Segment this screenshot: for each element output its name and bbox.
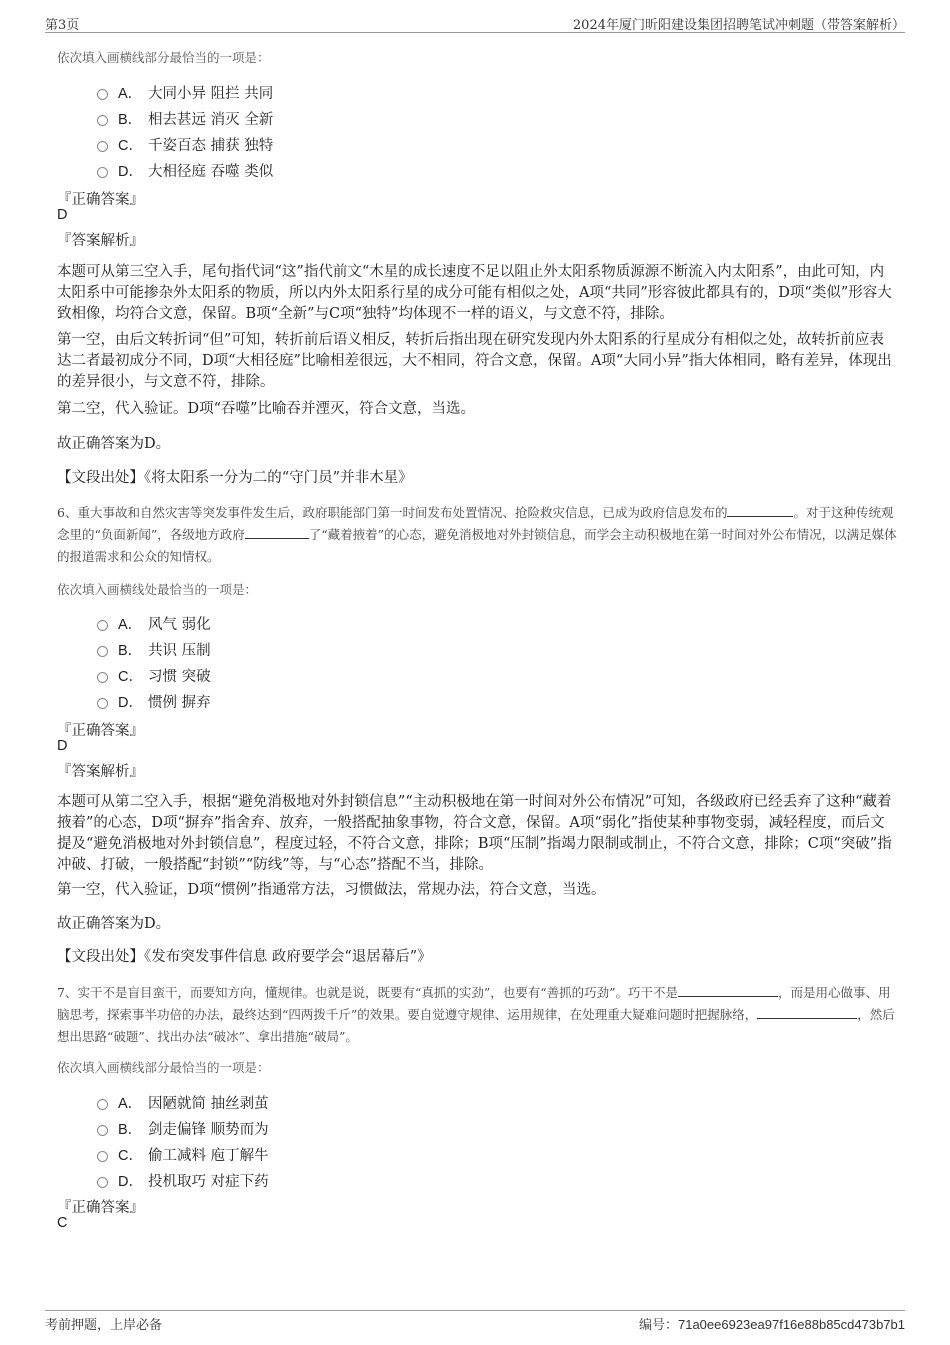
question-6-text: 6、重大事故和自然灾害等突发事件发生后，政府职能部门第一时间发布处置情况、抢险救灾信息，已成为政府信息发布的 。对于这种传统观念里的“负面新闻”，各级地方政府 了“藏着掖着”的心态，避免消极地对外封锁信息，而学会主动积极地在第一时间对外公布情况，以满足媒体的报道需求和公众的知情权。 xyxy=(57,505,897,564)
radio-icon[interactable] xyxy=(97,1151,108,1162)
option-c[interactable]: C． 偷工减料 庖丁解牛 xyxy=(97,1144,269,1165)
radio-icon[interactable] xyxy=(97,115,108,126)
answer-label: 『正确答案』 xyxy=(57,723,144,739)
analysis-paragraph: 第一空，由后文转折词“但”可知，转折前后语义相反，转折后指出现在研究发现内外太阳系的行星成分有相似之处，故转折前应表达二者最初成分不同，D项“大相径庭”比喻相差很远，大不相同，符合文意，保留。A项“大同小异”指大体相同，略有差异，体现出的差异很小，与文意不符，排除。 xyxy=(57,332,892,390)
answer-value: D xyxy=(57,207,68,223)
option-a[interactable]: A． 因陋就简 抽丝剥茧 xyxy=(97,1092,269,1113)
fill-blank xyxy=(245,526,309,539)
fill-blank xyxy=(678,984,778,997)
analysis-paragraph: 第二空，代入验证。D项“吞噬”比喻吞并湮灭，符合文意，当选。 xyxy=(57,401,475,417)
option-b[interactable]: B． 相去甚远 消灭 全新 xyxy=(97,108,273,129)
option-b[interactable]: B． 共识 压制 xyxy=(97,639,211,660)
radio-icon[interactable] xyxy=(97,141,108,152)
question-7-text: 7、实干不是盲目蛮干，而要知方向，懂规律。也就是说，既要有“真抓的实劲”，也要有“善抓的巧劲”。巧干不是 ，而是用心做事、用脑思考，探索事半功倍的办法，最终达到“四两拨千斤”的效果。要自觉遵守规律、运用规律，在处理重大疑难问题时把握脉络， ，然后想出思路“破题”、找出办法“破冰”、拿出措施“破局”。 xyxy=(57,985,895,1044)
analysis-label: 『答案解析』 xyxy=(57,764,144,780)
analysis-paragraph: 故正确答案为D。 xyxy=(57,436,171,452)
radio-icon[interactable] xyxy=(97,646,108,657)
analysis-paragraph: 第一空，代入验证，D项“惯例”指通常方法，习惯做法，常规办法，符合文意，当选。 xyxy=(57,882,606,898)
document-title: 2024年厦门昕阳建设集团招聘笔试冲刺题（带答案解析） xyxy=(572,18,905,33)
fill-blank xyxy=(727,504,793,517)
radio-icon[interactable] xyxy=(97,620,108,631)
fill-blank xyxy=(757,1006,857,1019)
option-b[interactable]: B． 剑走偏锋 顺势而为 xyxy=(97,1118,269,1139)
answer-label: 『正确答案』 xyxy=(57,192,144,208)
question-prompt: 依次填入画横线部分最恰当的一项是： xyxy=(57,1060,270,1075)
analysis-label: 『答案解析』 xyxy=(57,233,144,249)
page-number: 第3页 xyxy=(45,18,80,33)
answer-value: C xyxy=(57,1215,68,1231)
radio-icon[interactable] xyxy=(97,89,108,100)
radio-icon[interactable] xyxy=(97,698,108,709)
option-c[interactable]: C． 千姿百态 捕获 独特 xyxy=(97,134,273,155)
question-prompt: 依次填入画横线处最恰当的一项是： xyxy=(57,582,258,597)
analysis-paragraph: 故正确答案为D。 xyxy=(57,916,171,932)
option-d[interactable]: D． 投机取巧 对症下药 xyxy=(97,1170,269,1191)
option-a[interactable]: A． 风气 弱化 xyxy=(97,613,211,634)
option-d[interactable]: D． 惯例 摒弃 xyxy=(97,691,211,712)
radio-icon[interactable] xyxy=(97,167,108,178)
source-citation: 【文段出处】《将太阳系一分为二的“守门员”并非木星》 xyxy=(57,470,413,486)
option-c[interactable]: C． 习惯 突破 xyxy=(97,665,211,686)
option-a[interactable]: A． 大同小异 阻拦 共同 xyxy=(97,82,273,103)
document-serial: 编号：71a0ee6923ea97f16e88b85cd473b7b1 xyxy=(638,1317,905,1332)
radio-icon[interactable] xyxy=(97,1125,108,1136)
radio-icon[interactable] xyxy=(97,1177,108,1188)
footer-slogan: 考前押题，上岸必备 xyxy=(45,1318,163,1333)
question-prompt: 依次填入画横线部分最恰当的一项是： xyxy=(57,50,270,65)
radio-icon[interactable] xyxy=(97,672,108,683)
answer-label: 『正确答案』 xyxy=(57,1200,144,1216)
source-citation: 【文段出处】《发布突发事件信息 政府要学会“退居幕后”》 xyxy=(57,949,432,965)
page-footer xyxy=(45,1310,905,1333)
answer-value: D xyxy=(57,738,68,754)
option-d[interactable]: D． 大相径庭 吞噬 类似 xyxy=(97,160,273,181)
radio-icon[interactable] xyxy=(97,1099,108,1110)
analysis-paragraph: 本题可从第三空入手，尾句指代词“这”指代前文“木星的成长速度不足以阻止外太阳系物质源源不断流入内太阳系”，由此可知，内太阳系中可能掺杂外太阳系的物质，所以内外太阳系行星的成分可能有相似之处，A项“共同”形容彼此都具有的，D项“类似”形容大致相像，均符合文意，保留。B项“全新”与C项“独特”均体现不一样的语义，与文意不符，排除。 xyxy=(57,264,892,322)
analysis-paragraph: 本题可从第二空入手，根据“避免消极地对外封锁信息”“主动积极地在第一时间对外公布情况”可知，各级政府已经丢弃了这种“藏着掖着”的心态，D项“摒弃”指舍弃、放弃，一般搭配抽象事物，符合文意，保留。A项“弱化”指使某种事物变弱，减轻程度，而后文提及“避免消极地对外封锁信息”，程度过轻，不符合文意，排除；B项“压制”指竭力限制或制止，不符合文意，排除；C项“突破”指冲破、打破，一般搭配“封锁”“防线”等，与“心态”搭配不当，排除。 xyxy=(57,794,892,873)
page-header xyxy=(45,12,905,33)
